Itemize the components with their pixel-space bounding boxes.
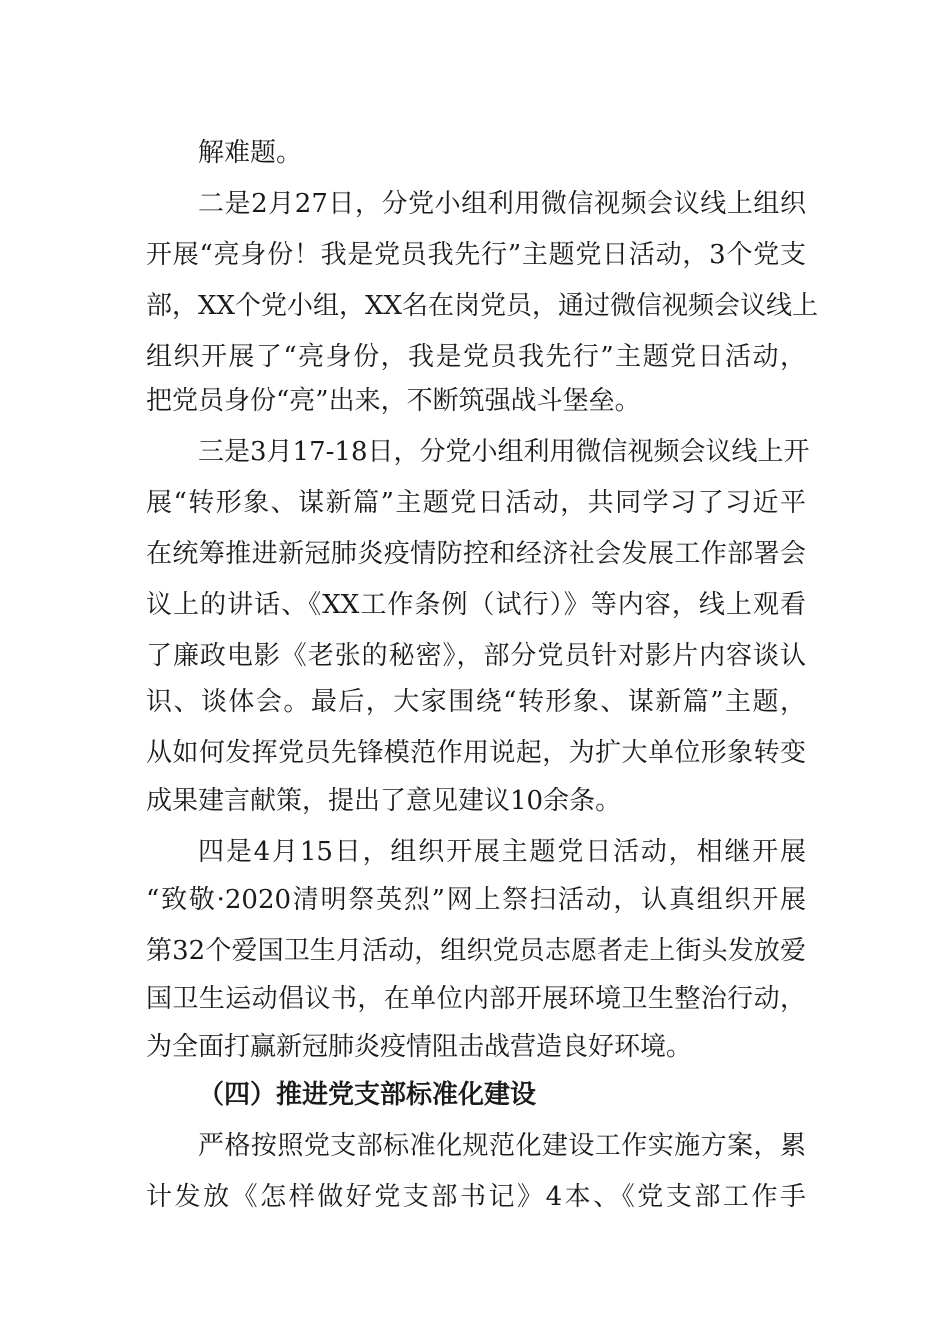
paragraph-line: 解难题。 <box>198 138 303 168</box>
paragraph-line: 计发放《怎样做好党支部书记》4本、《党支部工作手 <box>146 1182 806 1212</box>
paragraph-line: “致敬·2020清明祭英烈”网上祭扫活动，认真组织开展 <box>146 885 806 915</box>
paragraph-line: 了廉政电影《老张的秘密》，部分党员针对影片内容谈认 <box>146 641 806 671</box>
paragraph-line: 为全面打赢新冠肺炎疫情阻击战营造良好环境。 <box>146 1032 693 1062</box>
paragraph-line: 成果建言献策，提出了意见建议10余条。 <box>146 786 622 816</box>
paragraph-line: 四是4月15日，组织开展主题党日活动，相继开展 <box>198 837 806 867</box>
paragraph-line: 组织开展了“亮身份，我是党员我先行”主题党日活动， <box>146 342 806 372</box>
paragraph-line: 展“转形象、谋新篇”主题党日活动，共同学习了习近平 <box>146 488 806 518</box>
paragraph-line: 把党员身份“亮”出来，不断筑强战斗堡垒。 <box>146 386 641 416</box>
paragraph-line: 二是2月27日，分党小组利用微信视频会议线上组织 <box>198 189 806 219</box>
section-heading: （四）推进党支部标准化建设 <box>198 1080 537 1110</box>
paragraph-line: 国卫生运动倡议书，在单位内部开展环境卫生整治行动， <box>146 984 806 1014</box>
paragraph-line: 识、谈体会。最后，大家围绕“转形象、谋新篇”主题， <box>146 687 806 717</box>
paragraph-line: 从如何发挥党员先锋模范作用说起，为扩大单位形象转变 <box>146 738 806 768</box>
paragraph-line: 在统筹推进新冠肺炎疫情防控和经济社会发展工作部署会 <box>146 539 806 569</box>
paragraph-line: 第32个爱国卫生月活动，组织党员志愿者走上街头发放爱 <box>146 936 806 966</box>
paragraph-line: 开展“亮身份！我是党员我先行”主题党日活动，3个党支 <box>146 240 806 270</box>
paragraph-line: 三是3月17-18日，分党小组利用微信视频会议线上开 <box>198 437 810 467</box>
paragraph-line: 议上的讲话、《XX工作条例（试行）》等内容，线上观看 <box>146 590 806 620</box>
paragraph-line: 部，XX个党小组，XX名在岗党员，通过微信视频会议线上 <box>146 291 819 321</box>
paragraph-line: 严格按照党支部标准化规范化建设工作实施方案，累 <box>198 1131 806 1161</box>
